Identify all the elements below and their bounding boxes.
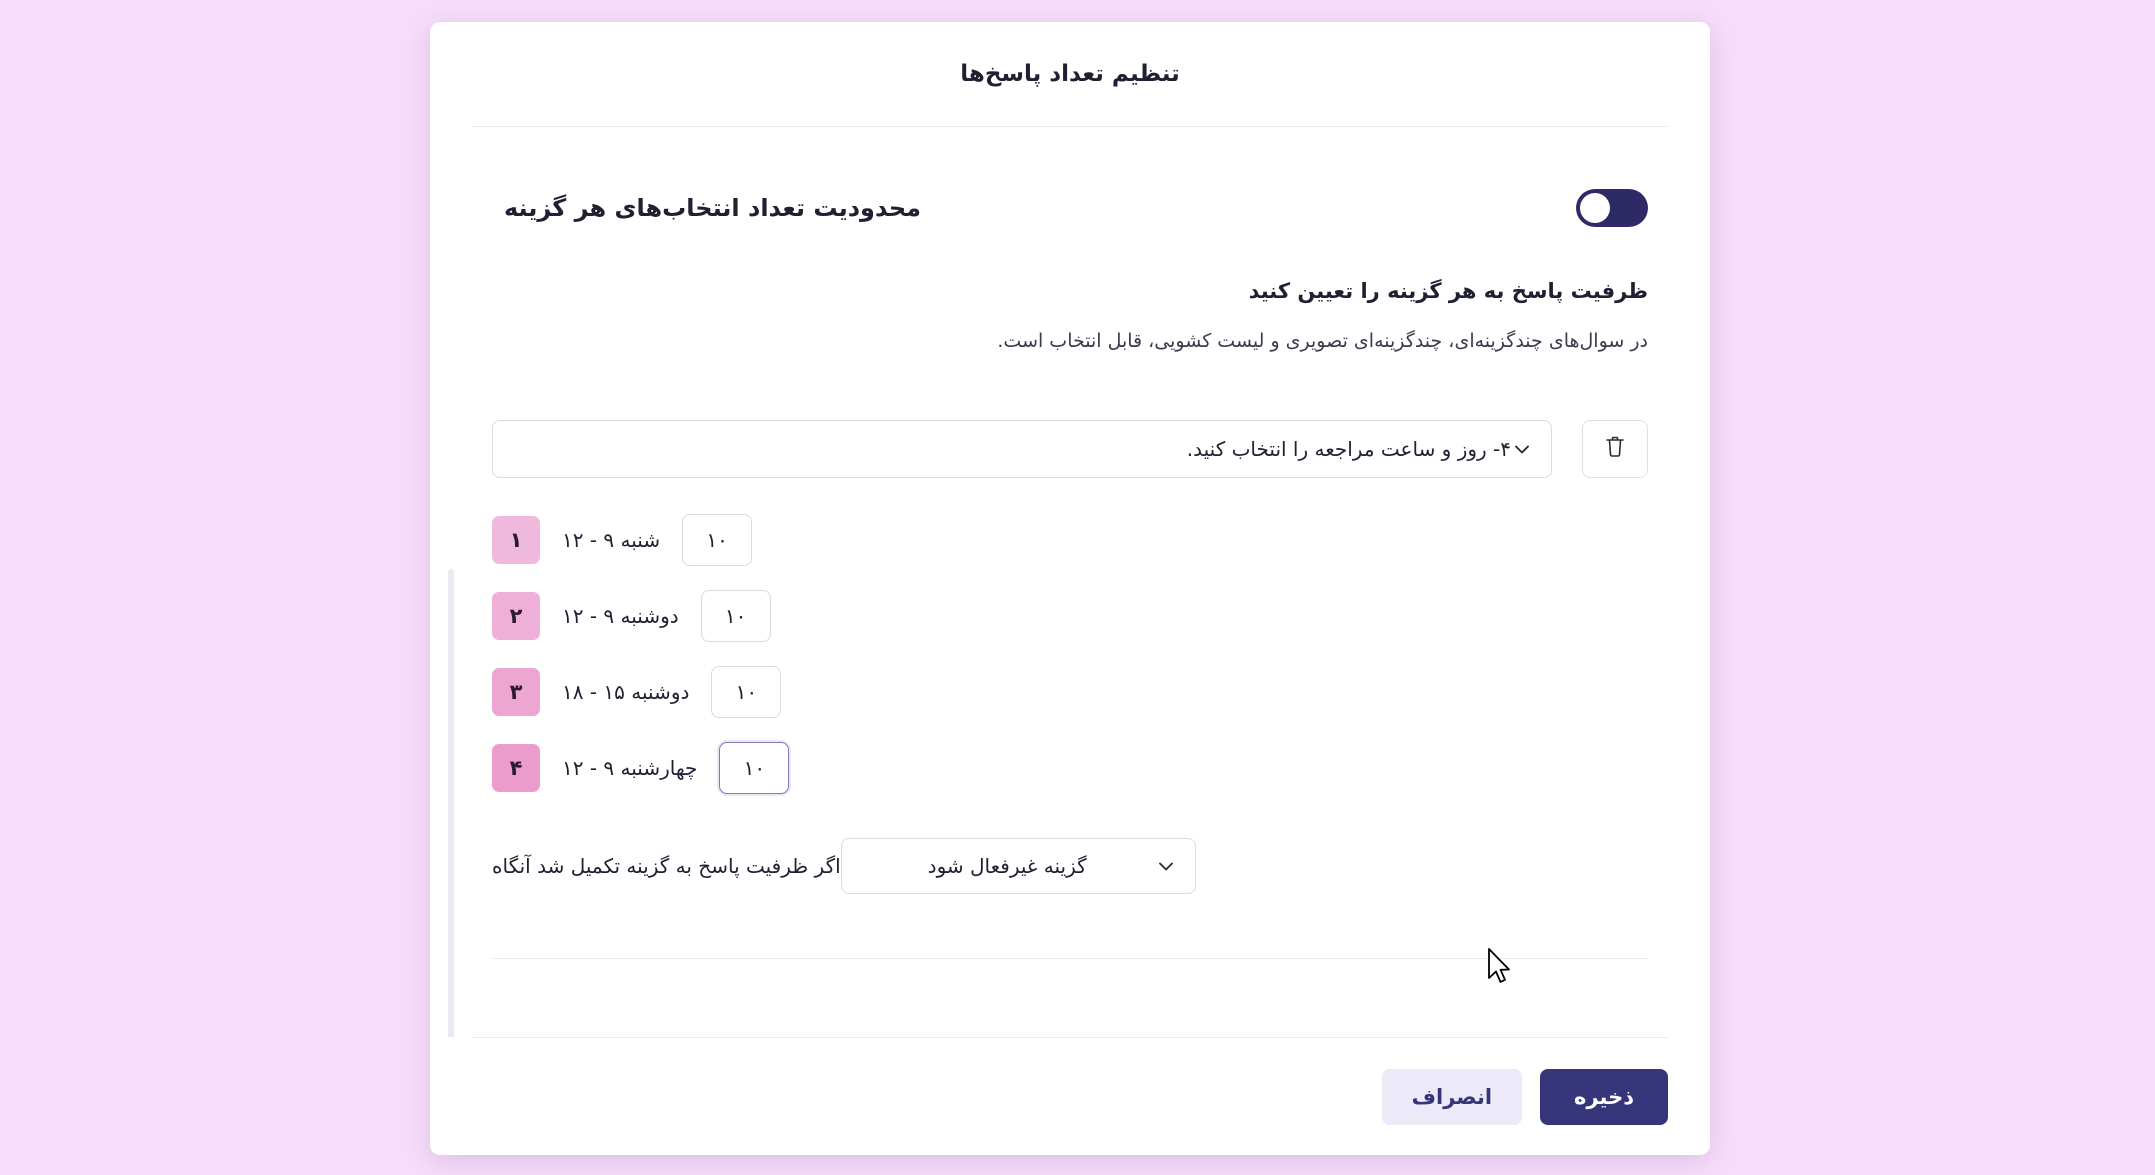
question-row	[472, 420, 1668, 478]
chevron-down-icon	[1511, 438, 1533, 460]
modal-header	[472, 22, 1668, 127]
capacity-section-description: در سوال‌های چندگزینه‌ای، چندگزینه‌ای تصویری و لیست کشویی، قابل انتخاب است.	[997, 330, 1648, 352]
list-item	[492, 502, 1648, 578]
page-title: تنظیم تعداد پاسخ‌ها	[960, 61, 1180, 87]
modal-body	[430, 127, 1710, 1037]
option-label: شنبه ۹ - ۱۲	[562, 528, 661, 553]
chevron-down-icon	[1155, 855, 1177, 877]
divider	[492, 958, 1648, 959]
trash-icon	[1604, 435, 1626, 463]
delete-question-button[interactable]	[1582, 420, 1648, 478]
option-label: دوشنبه ۹ - ۱۲	[562, 604, 679, 629]
cancel-button[interactable]: انصراف	[1382, 1069, 1522, 1125]
capacity-full-behaviour-value: گزینه غیرفعال شود	[927, 854, 1087, 879]
capacity-full-behaviour-label: اگر ظرفیت پاسخ به گزینه تکمیل شد آنگاه	[492, 854, 841, 879]
option-index-badge: ۳	[492, 668, 540, 716]
option-capacity-input[interactable]	[682, 514, 752, 566]
option-label: چهارشنبه ۹ - ۱۲	[562, 756, 698, 781]
limit-toggle-row	[472, 189, 1668, 227]
option-capacity-input[interactable]	[701, 590, 771, 642]
limit-toggle-label: محدودیت تعداد انتخاب‌های هر گزینه	[504, 194, 921, 222]
list-item	[492, 578, 1648, 654]
option-capacity-list	[472, 502, 1668, 806]
capacity-section-heading: ظرفیت پاسخ به هر گزینه را تعیین کنید	[1248, 279, 1648, 303]
question-select[interactable]	[492, 420, 1552, 478]
question-select-value: ۴- روز و ساعت مراجعه را انتخاب کنید.	[1186, 437, 1511, 462]
toggle-knob	[1580, 193, 1610, 223]
vertical-scrollbar[interactable]	[448, 569, 454, 1037]
limit-toggle[interactable]	[1576, 189, 1648, 227]
option-label: دوشنبه ۱۵ - ۱۸	[562, 680, 690, 705]
option-index-badge: ۴	[492, 744, 540, 792]
option-index-badge: ۲	[492, 592, 540, 640]
save-button[interactable]: ذخیره	[1540, 1069, 1668, 1125]
list-item	[492, 654, 1648, 730]
answer-limit-modal	[430, 22, 1710, 1155]
option-capacity-input[interactable]	[711, 666, 781, 718]
list-item	[492, 730, 1648, 806]
capacity-full-behaviour-select[interactable]	[841, 838, 1196, 894]
option-index-badge: ۱	[492, 516, 540, 564]
option-capacity-input[interactable]	[719, 742, 789, 794]
modal-footer	[472, 1037, 1668, 1155]
capacity-full-behaviour-row	[472, 838, 1668, 894]
